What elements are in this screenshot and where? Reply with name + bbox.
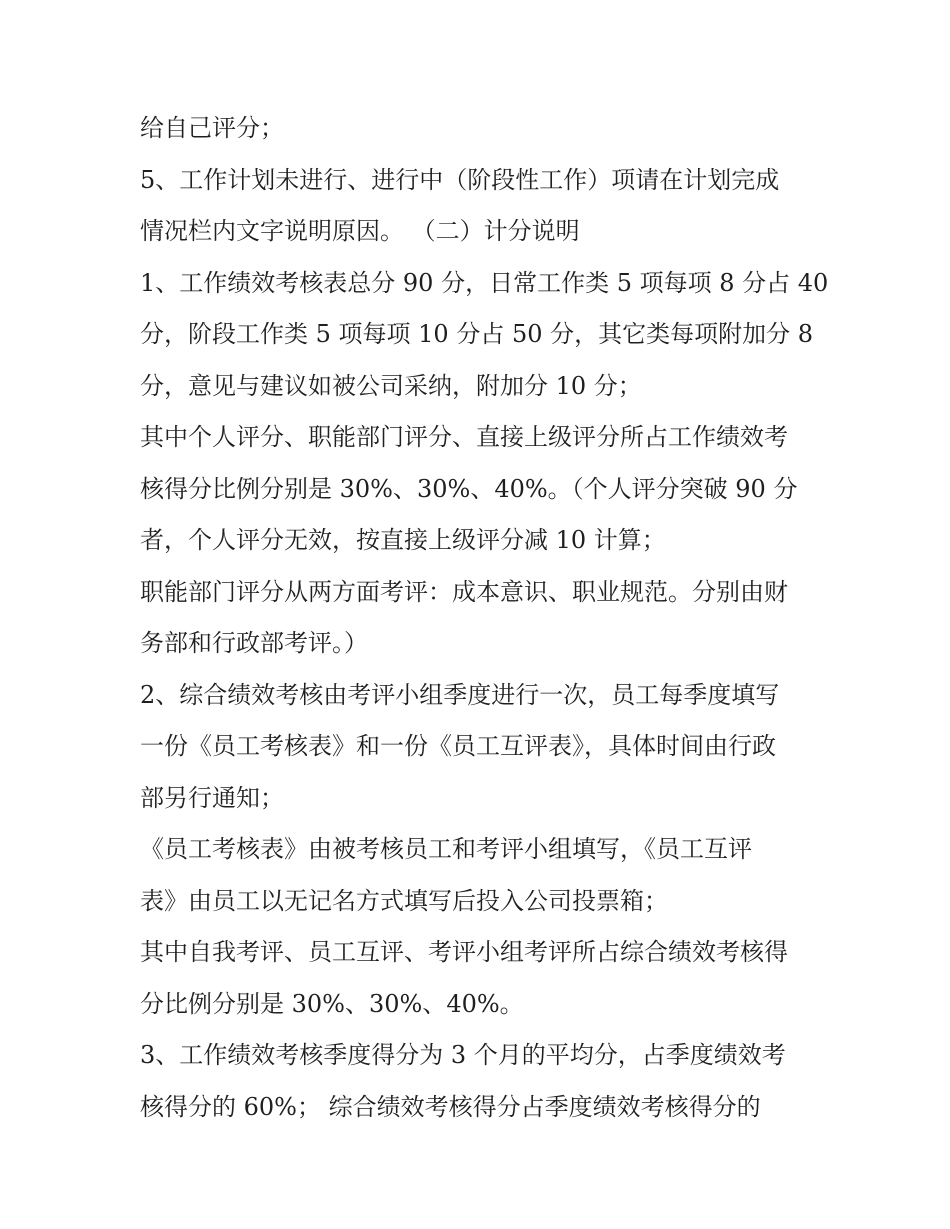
- text-line: 核得分的 60%； 综合绩效考核得分占季度绩效考核得分的: [140, 1092, 761, 1121]
- text-line: 2、综合绩效考核由考评小组季度进行一次，员工每季度填写: [140, 680, 780, 709]
- text-line: 核得分比例分别是 30%、30%、40%。（个人评分突破 90 分: [140, 474, 798, 503]
- text-line: 5、工作计划未进行、进行中（阶段性工作）项请在计划完成: [140, 165, 780, 194]
- text-line: 一份《员工考核表》和一份《员工互评表》，具体时间由行政: [140, 732, 776, 760]
- text-line: 其中个人评分、职能部门评分、直接上级评分所占工作绩效考: [140, 423, 788, 451]
- text-line: 给自己评分；: [140, 114, 284, 142]
- text-line: 《员工考核表》由被考核员工和考评小组填写，《员工互评: [140, 835, 752, 863]
- text-line: 3、工作绩效考核季度得分为 3 个月的平均分，占季度绩效考: [140, 1041, 786, 1069]
- text-line: 务部和行政部考评。）: [140, 629, 368, 657]
- text-line: 分比例分别是 30%、30%、40%。: [140, 989, 524, 1018]
- text-line: 情况栏内文字说明原因。 （二）计分说明: [140, 217, 580, 245]
- text-line: 职能部门评分从两方面考评：成本意识、职业规范。分别由财: [140, 577, 788, 606]
- text-line: 分，阶段工作类 5 项每项 10 分占 50 分，其它类每项附加分 8: [140, 320, 814, 348]
- text-line: 表》由员工以无记名方式填写后投入公司投票箱；: [140, 886, 668, 915]
- text-line: 1、工作绩效考核表总分 90 分，日常工作类 5 项每项 8 分占 40: [140, 268, 829, 297]
- document-body: [140, 103, 830, 1133]
- text-line: 者，个人评分无效，按直接上级评分减 10 计算；: [140, 526, 666, 554]
- text-line: 其中自我考评、员工互评、考评小组考评所占综合绩效考核得: [140, 938, 788, 966]
- text-line: 分，意见与建议如被公司采纳，附加分 10 分；: [140, 371, 642, 400]
- text-line: 部另行通知；: [140, 783, 284, 812]
